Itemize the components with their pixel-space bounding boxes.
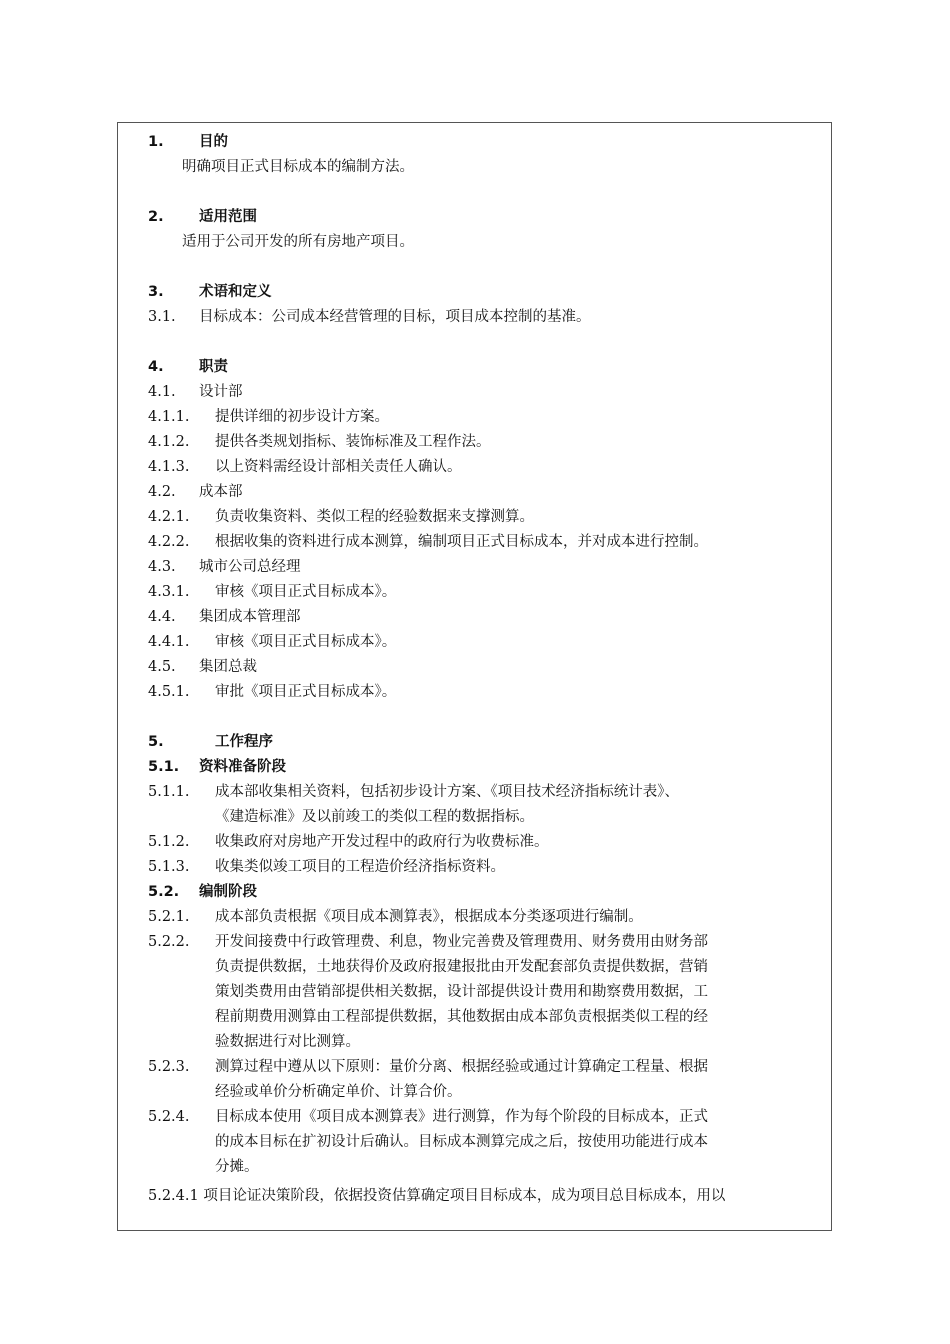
item-continuation: 验数据进行对比测算。: [215, 1034, 360, 1050]
section-title: 职责: [199, 359, 228, 375]
item-text: 审核《项目正式目标成本》。: [215, 634, 397, 650]
section-title: 目的: [199, 134, 228, 150]
item-text: 开发间接费中行政管理费、利息，物业完善费及管理费用、财务费用由财务部: [215, 934, 708, 950]
item-number: 5.1.2.: [148, 834, 190, 850]
item-text: 审核《项目正式目标成本》。: [215, 584, 397, 600]
item-text: 收集类似竣工项目的工程造价经济指标资料。: [215, 859, 505, 875]
item-number: 5.2.4.: [148, 1109, 190, 1125]
section-2-text: 适用于公司开发的所有房地产项目。: [182, 234, 414, 250]
section-number: 4.: [148, 359, 164, 375]
item-number: 5.1.1.: [148, 784, 190, 800]
item-continuation: 程前期费用测算由工程部提供数据，其他数据由成本部负责根据类似工程的经: [215, 1009, 708, 1025]
item-text: 目标成本使用《项目成本测算表》进行测算，作为每个阶段的目标成本，正式: [215, 1109, 708, 1125]
section-1-text: 明确项目正式目标成本的编制方法。: [182, 159, 414, 175]
section-number: 2.: [148, 209, 164, 225]
item-number: 4.2.1.: [148, 509, 190, 525]
item-number: 4.4.: [148, 609, 176, 625]
item-number: 5.2.1.: [148, 909, 190, 925]
section-title: 术语和定义: [199, 284, 272, 300]
item-text: 目标成本：公司成本经营管理的目标，项目成本控制的基准。: [199, 309, 591, 325]
item-text: 根据收集的资料进行成本测算，编制项目正式目标成本，并对成本进行控制。: [215, 534, 708, 550]
item-number: 4.5.1.: [148, 684, 190, 700]
item-text: 城市公司总经理: [199, 559, 301, 575]
item-number: 4.3.1.: [148, 584, 190, 600]
item-number: 4.3.: [148, 559, 176, 575]
item-text: 测算过程中遵从以下原则：量价分离、根据经验或通过计算确定工程量、根据: [215, 1059, 708, 1075]
item-text: 收集政府对房地产开发过程中的政府行为收费标准。: [215, 834, 549, 850]
item-number: 4.1.1.: [148, 409, 190, 425]
item-text: 设计部: [199, 384, 243, 400]
subsection-number: 5.2.: [148, 884, 180, 900]
item-text: 提供详细的初步设计方案。: [215, 409, 389, 425]
item-text: 成本部: [199, 484, 243, 500]
item-text: 以上资料需经设计部相关责任人确认。: [215, 459, 462, 475]
item-continuation: 负责提供数据，土地获得价及政府报建报批由开发配套部负责提供数据，营销: [215, 959, 708, 975]
item-text: 负责收集资料、类似工程的经验数据来支撑测算。: [215, 509, 534, 525]
item-number: 4.1.2.: [148, 434, 190, 450]
subsection-title: 资料准备阶段: [199, 759, 286, 775]
item-continuation: 分摊。: [215, 1159, 259, 1175]
item-text: 集团成本管理部: [199, 609, 301, 625]
item-number: 5.2.2.: [148, 934, 190, 950]
section-number: 5.: [148, 734, 164, 750]
item-number: 5.2.3.: [148, 1059, 190, 1075]
item-text: 成本部收集相关资料，包括初步设计方案、《项目技术经济指标统计表》、: [215, 784, 679, 800]
section-number: 1.: [148, 134, 164, 150]
item-number: 4.1.3.: [148, 459, 190, 475]
item-number: 4.1.: [148, 384, 176, 400]
item-number: 5.1.3.: [148, 859, 190, 875]
section-title: 工作程序: [215, 734, 273, 750]
item-continuation: 策划类费用由营销部提供相关数据，设计部提供设计费用和勘察费用数据，工: [215, 984, 708, 1000]
item-text: 集团总裁: [199, 659, 257, 675]
item-continuation: 《建造标准》及以前竣工的类似工程的数据指标。: [215, 809, 534, 825]
item-number: 4.4.1.: [148, 634, 190, 650]
item-text: 审批《项目正式目标成本》。: [215, 684, 397, 700]
item-number: 4.2.2.: [148, 534, 190, 550]
item-number: 4.2.: [148, 484, 176, 500]
subsection-number: 5.1.: [148, 759, 180, 775]
subsection-title: 编制阶段: [199, 884, 257, 900]
item-number: 3.1.: [148, 309, 176, 325]
item-text: 提供各类规划指标、装饰标准及工程作法。: [215, 434, 491, 450]
item-number: 4.5.: [148, 659, 176, 675]
section-title: 适用范围: [199, 209, 257, 225]
list-item-5-2-4-1: 5.2.4.1 项目论证决策阶段，依据投资估算确定项目目标成本，成为项目总目标成本，用以: [148, 1188, 726, 1204]
section-number: 3.: [148, 284, 164, 300]
item-continuation: 的成本目标在扩初设计后确认。目标成本测算完成之后，按使用功能进行成本: [215, 1134, 708, 1150]
item-text: 成本部负责根据《项目成本测算表》，根据成本分类逐项进行编制。: [215, 909, 643, 925]
item-continuation: 经验或单价分析确定单价、计算合价。: [215, 1084, 462, 1100]
